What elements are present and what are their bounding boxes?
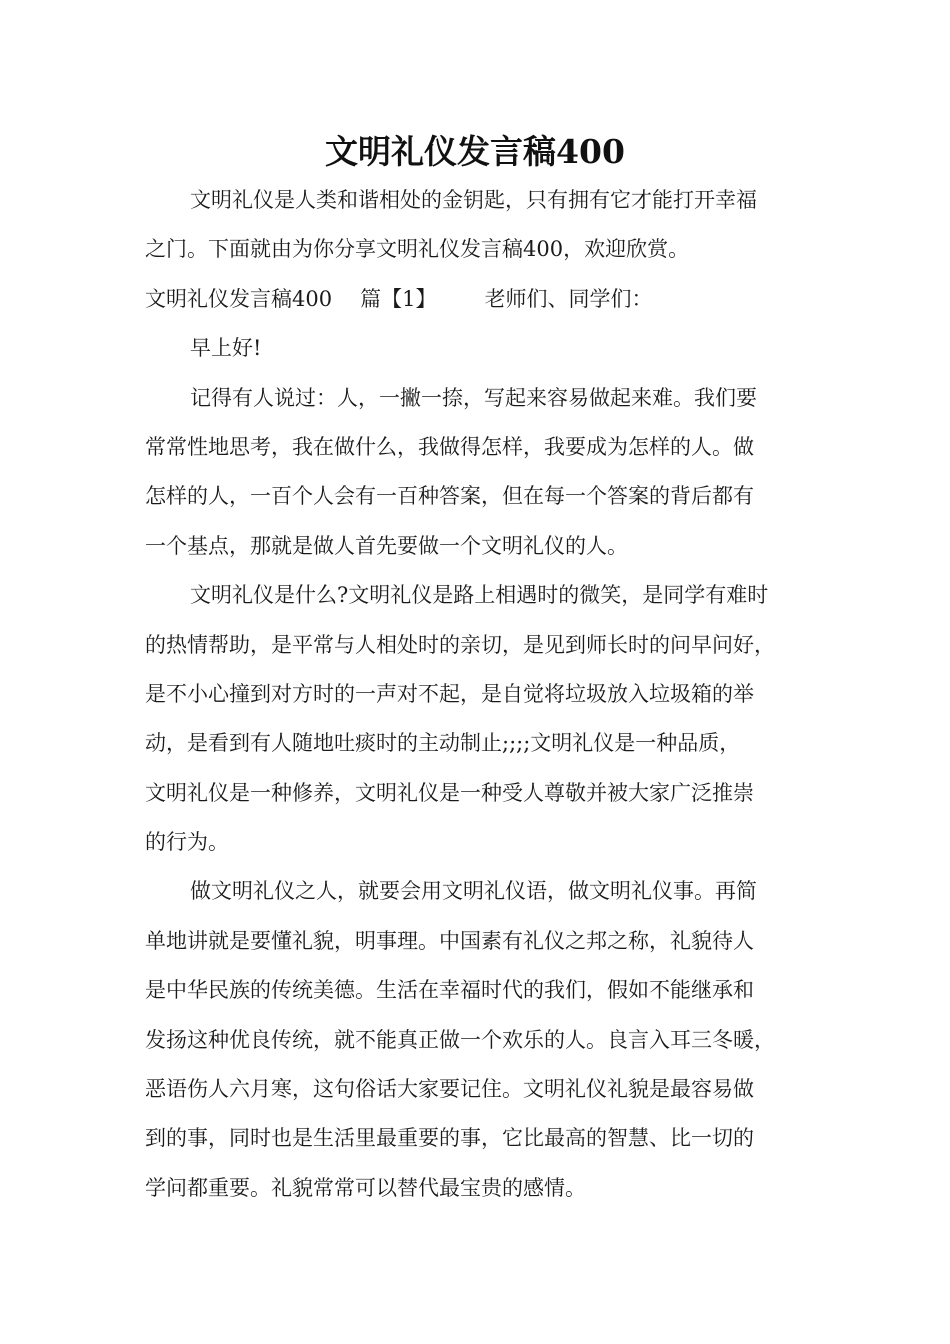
section-heading: [145, 275, 827, 324]
paragraph-line: 常常性地思考，我在做什么，我做得怎样，我要成为怎样的人。做: [145, 434, 754, 459]
paragraph-line: 怎样的人，一百个人会有一百种答案，但在每一个答案的背后都有: [145, 484, 754, 509]
paragraph-line: 是不小心撞到对方时的一声对不起，是自觉将垃圾放入垃圾箱的举: [145, 681, 754, 706]
greeting: 早上好!: [190, 336, 262, 361]
paragraph-line: 做文明礼仪之人，就要会用文明礼仪语，做文明礼仪事。再简: [190, 879, 757, 904]
paragraph-line: 单地讲就是要懂礼貌，明事理。中国素有礼仪之邦之称，礼貌待人: [145, 928, 754, 953]
paragraph-line: 的热情帮助，是平常与人相处时的亲切，是见到师长时的问早问好，: [145, 632, 775, 657]
document-body: [145, 176, 827, 1213]
paragraph-line: 发扬这种优良传统，就不能真正做一个欢乐的人。良言入耳三冬暖，: [145, 1027, 775, 1052]
paragraph-line: 到的事，同时也是生活里最重要的事，它比最高的智慧、比一切的: [145, 1126, 754, 1151]
section-heading-name: 文明礼仪发言稿400: [145, 286, 333, 311]
paragraph-line: 是中华民族的传统美德。生活在幸福时代的我们，假如不能继承和: [145, 978, 754, 1003]
document-title: 文明礼仪发言稿400: [325, 132, 625, 171]
paragraph-line: 恶语伤人六月寒，这句俗话大家要记住。文明礼仪礼貌是最容易做: [145, 1077, 754, 1102]
intro-line: 之门。下面就由为你分享文明礼仪发言稿400，欢迎欣赏。: [145, 237, 690, 262]
salutation: 老师们、同学们：: [484, 286, 653, 311]
paragraph-line: 记得有人说过：人，一撇一捺，写起来容易做起来难。我们要: [190, 385, 757, 410]
paragraph-line: 动，是看到有人随地吐痰时的主动制止;;;;文明礼仪是一种品质，: [145, 731, 741, 756]
paragraph-line: 一个基点，那就是做人首先要做一个文明礼仪的人。: [145, 533, 628, 558]
paragraph-line: 学问都重要。礼貌常常可以替代最宝贵的感情。: [145, 1175, 586, 1200]
intro-line: 文明礼仪是人类和谐相处的金钥匙，只有拥有它才能打开幸福: [190, 188, 757, 212]
section-heading-part: 篇【1】: [360, 286, 437, 311]
paragraph-line: 文明礼仪是什么?文明礼仪是路上相遇时的微笑，是同学有难时: [190, 583, 769, 608]
paragraph-line: 文明礼仪是一种修养，文明礼仪是一种受人尊敬并被大家广泛推崇: [145, 780, 754, 805]
paragraph-line: 的行为。: [145, 830, 229, 855]
